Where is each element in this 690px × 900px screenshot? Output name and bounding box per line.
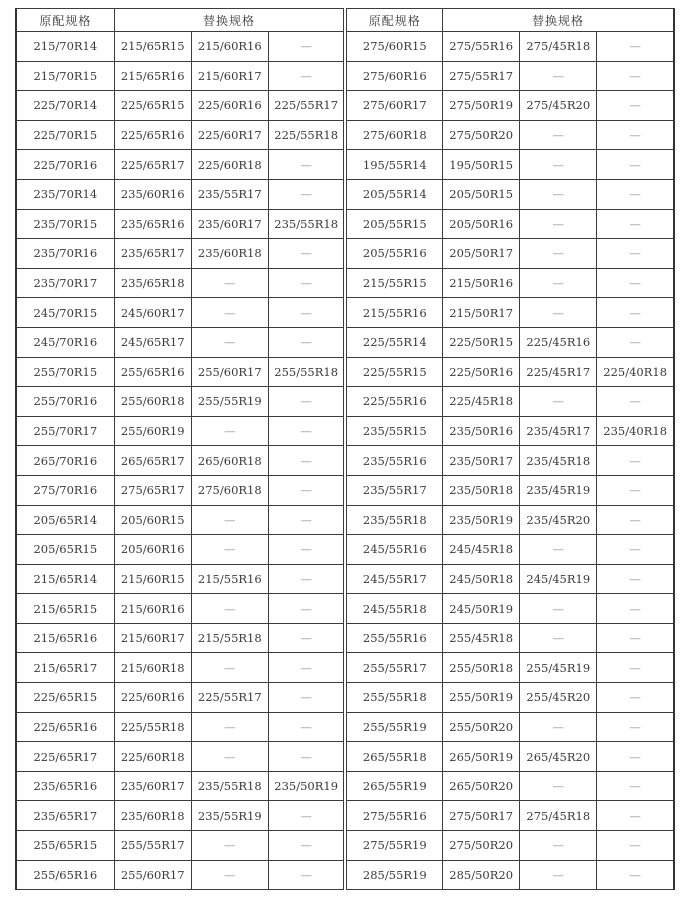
left-replacement-3-cell: — (268, 179, 345, 209)
right-replacement-2-cell: 255/45R20 (520, 683, 597, 713)
table-row (16, 120, 674, 150)
right-replacement-3-cell: — (597, 61, 674, 91)
header-right-replacement-spec: 替换规格 (443, 9, 674, 32)
right-replacement-1-cell: 275/50R20 (443, 120, 520, 150)
left-replacement-3-cell: 255/55R18 (268, 357, 345, 387)
right-replacement-3-cell: 235/40R18 (597, 416, 674, 446)
table-row (16, 623, 674, 653)
left-replacement-3-cell: — (268, 475, 345, 505)
left-replacement-2-cell: 235/55R17 (191, 179, 268, 209)
left-replacement-1-cell: 215/65R16 (114, 61, 191, 91)
right-replacement-3-cell: — (597, 239, 674, 269)
right-original-spec-cell: 255/55R18 (345, 683, 442, 713)
table-row (16, 594, 674, 624)
left-replacement-3-cell: 225/55R17 (268, 91, 345, 121)
right-replacement-1-cell: 195/50R15 (443, 150, 520, 180)
right-original-spec-cell: 215/55R15 (345, 268, 442, 298)
left-replacement-3-cell: — (268, 32, 345, 62)
right-replacement-2-cell: — (520, 860, 597, 890)
table-row (16, 416, 674, 446)
left-replacement-3-cell: — (268, 150, 345, 180)
left-original-spec-cell: 255/65R15 (16, 831, 114, 861)
right-original-spec-cell: 275/60R16 (345, 61, 442, 91)
left-replacement-1-cell: 235/60R16 (114, 179, 191, 209)
table-row (16, 91, 674, 121)
table-row (16, 831, 674, 861)
left-replacement-2-cell: 235/55R19 (191, 801, 268, 831)
left-replacement-3-cell: — (268, 416, 345, 446)
left-original-spec-cell: 235/70R14 (16, 179, 114, 209)
left-replacement-3-cell: — (268, 298, 345, 328)
left-replacement-1-cell: 225/65R17 (114, 150, 191, 180)
right-original-spec-cell: 255/55R16 (345, 623, 442, 653)
right-replacement-1-cell: 275/50R17 (443, 801, 520, 831)
right-replacement-1-cell: 275/55R16 (443, 32, 520, 62)
right-replacement-2-cell: — (520, 120, 597, 150)
right-replacement-1-cell: 265/50R19 (443, 742, 520, 772)
right-replacement-2-cell: — (520, 623, 597, 653)
left-replacement-1-cell: 235/60R17 (114, 771, 191, 801)
left-replacement-1-cell: 255/60R17 (114, 860, 191, 890)
left-replacement-1-cell: 225/60R16 (114, 683, 191, 713)
left-replacement-3-cell: — (268, 712, 345, 742)
right-original-spec-cell: 225/55R14 (345, 327, 442, 357)
right-replacement-2-cell: — (520, 298, 597, 328)
right-replacement-2-cell: 275/45R18 (520, 32, 597, 62)
right-replacement-2-cell: 235/45R18 (520, 446, 597, 476)
table-row (16, 475, 674, 505)
left-original-spec-cell: 215/65R14 (16, 564, 114, 594)
left-replacement-3-cell: — (268, 860, 345, 890)
right-replacement-2-cell: 275/45R18 (520, 801, 597, 831)
tire-size-replacement-table-container (15, 8, 675, 890)
left-replacement-1-cell: 255/55R17 (114, 831, 191, 861)
left-replacement-2-cell: 215/55R16 (191, 564, 268, 594)
right-replacement-2-cell: — (520, 712, 597, 742)
table-row (16, 535, 674, 565)
left-original-spec-cell: 225/65R16 (16, 712, 114, 742)
left-original-spec-cell: 235/70R15 (16, 209, 114, 239)
table-row (16, 801, 674, 831)
left-original-spec-cell: 235/70R17 (16, 268, 114, 298)
left-replacement-1-cell: 215/60R17 (114, 623, 191, 653)
right-replacement-3-cell: — (597, 91, 674, 121)
table-row (16, 150, 674, 180)
left-replacement-1-cell: 225/65R16 (114, 120, 191, 150)
left-replacement-1-cell: 215/60R18 (114, 653, 191, 683)
right-replacement-1-cell: 245/45R18 (443, 535, 520, 565)
header-right-original-spec: 原配规格 (345, 9, 442, 32)
left-replacement-3-cell: 235/50R19 (268, 771, 345, 801)
left-replacement-2-cell: 275/60R18 (191, 475, 268, 505)
left-replacement-3-cell: — (268, 239, 345, 269)
tire-size-replacement-table (15, 8, 675, 890)
right-replacement-3-cell: — (597, 327, 674, 357)
right-replacement-3-cell: — (597, 742, 674, 772)
right-original-spec-cell: 235/55R18 (345, 505, 442, 535)
right-replacement-3-cell: — (597, 446, 674, 476)
left-replacement-3-cell: 225/55R18 (268, 120, 345, 150)
table-row (16, 32, 674, 62)
right-replacement-3-cell: — (597, 387, 674, 417)
left-replacement-2-cell: — (191, 268, 268, 298)
left-replacement-2-cell: 215/60R16 (191, 32, 268, 62)
left-replacement-2-cell: 225/60R18 (191, 150, 268, 180)
left-replacement-2-cell: — (191, 653, 268, 683)
left-replacement-2-cell: — (191, 594, 268, 624)
right-original-spec-cell: 265/55R19 (345, 771, 442, 801)
left-replacement-2-cell: — (191, 416, 268, 446)
right-original-spec-cell: 255/55R19 (345, 712, 442, 742)
left-replacement-1-cell: 205/60R16 (114, 535, 191, 565)
right-original-spec-cell: 275/60R17 (345, 91, 442, 121)
right-replacement-1-cell: 225/50R16 (443, 357, 520, 387)
right-replacement-1-cell: 235/50R18 (443, 475, 520, 505)
right-replacement-3-cell: — (597, 298, 674, 328)
right-original-spec-cell: 215/55R16 (345, 298, 442, 328)
right-replacement-3-cell: — (597, 120, 674, 150)
right-original-spec-cell: 225/55R15 (345, 357, 442, 387)
table-row (16, 712, 674, 742)
right-replacement-1-cell: 245/50R18 (443, 564, 520, 594)
right-replacement-3-cell: — (597, 150, 674, 180)
table-row (16, 653, 674, 683)
right-replacement-1-cell: 275/55R17 (443, 61, 520, 91)
right-replacement-2-cell: 235/45R19 (520, 475, 597, 505)
table-row (16, 860, 674, 890)
table-row (16, 771, 674, 801)
right-replacement-1-cell: 235/50R16 (443, 416, 520, 446)
left-replacement-1-cell: 275/65R17 (114, 475, 191, 505)
right-replacement-2-cell: — (520, 268, 597, 298)
left-original-spec-cell: 235/65R16 (16, 771, 114, 801)
left-replacement-1-cell: 265/65R17 (114, 446, 191, 476)
left-replacement-2-cell: — (191, 860, 268, 890)
left-replacement-1-cell: 215/60R15 (114, 564, 191, 594)
right-replacement-3-cell: — (597, 475, 674, 505)
right-original-spec-cell: 245/55R18 (345, 594, 442, 624)
left-original-spec-cell: 245/70R15 (16, 298, 114, 328)
right-replacement-3-cell: — (597, 594, 674, 624)
table-row (16, 683, 674, 713)
right-original-spec-cell: 235/55R17 (345, 475, 442, 505)
left-original-spec-cell: 255/70R17 (16, 416, 114, 446)
right-replacement-1-cell: 245/50R19 (443, 594, 520, 624)
right-replacement-3-cell: — (597, 179, 674, 209)
left-original-spec-cell: 265/70R16 (16, 446, 114, 476)
right-replacement-1-cell: 275/50R20 (443, 831, 520, 861)
right-original-spec-cell: 275/60R15 (345, 32, 442, 62)
right-replacement-2-cell: — (520, 387, 597, 417)
left-replacement-2-cell: 255/55R19 (191, 387, 268, 417)
right-replacement-1-cell: 255/50R19 (443, 683, 520, 713)
left-replacement-3-cell: — (268, 268, 345, 298)
left-replacement-1-cell: 235/65R17 (114, 239, 191, 269)
left-replacement-2-cell: 225/60R16 (191, 91, 268, 121)
left-replacement-2-cell: 235/55R18 (191, 771, 268, 801)
left-replacement-2-cell: 265/60R18 (191, 446, 268, 476)
right-replacement-2-cell: 235/45R20 (520, 505, 597, 535)
right-replacement-3-cell: — (597, 623, 674, 653)
right-replacement-3-cell: — (597, 564, 674, 594)
left-replacement-2-cell: — (191, 535, 268, 565)
table-row (16, 268, 674, 298)
left-original-spec-cell: 215/65R15 (16, 594, 114, 624)
left-original-spec-cell: 225/65R15 (16, 683, 114, 713)
left-replacement-2-cell: — (191, 712, 268, 742)
left-original-spec-cell: 225/70R15 (16, 120, 114, 150)
right-original-spec-cell: 205/55R14 (345, 179, 442, 209)
table-row (16, 357, 674, 387)
right-original-spec-cell: 275/55R16 (345, 801, 442, 831)
right-replacement-1-cell: 255/45R18 (443, 623, 520, 653)
left-replacement-3-cell: — (268, 742, 345, 772)
table-row (16, 209, 674, 239)
right-replacement-2-cell: — (520, 831, 597, 861)
right-replacement-2-cell: — (520, 61, 597, 91)
right-replacement-2-cell: — (520, 150, 597, 180)
left-replacement-3-cell: — (268, 653, 345, 683)
left-replacement-1-cell: 245/65R17 (114, 327, 191, 357)
left-replacement-1-cell: 225/65R15 (114, 91, 191, 121)
left-replacement-1-cell: 235/60R18 (114, 801, 191, 831)
table-row (16, 327, 674, 357)
left-original-spec-cell: 205/65R15 (16, 535, 114, 565)
table-row (16, 239, 674, 269)
right-replacement-3-cell: 225/40R18 (597, 357, 674, 387)
right-original-spec-cell: 275/55R19 (345, 831, 442, 861)
left-original-spec-cell: 225/70R16 (16, 150, 114, 180)
table-row (16, 298, 674, 328)
right-replacement-3-cell: — (597, 712, 674, 742)
left-replacement-1-cell: 255/60R19 (114, 416, 191, 446)
right-replacement-2-cell: 225/45R17 (520, 357, 597, 387)
right-original-spec-cell: 235/55R16 (345, 446, 442, 476)
table-row (16, 61, 674, 91)
table-row (16, 387, 674, 417)
right-original-spec-cell: 245/55R17 (345, 564, 442, 594)
right-replacement-2-cell: 265/45R20 (520, 742, 597, 772)
left-replacement-3-cell: — (268, 623, 345, 653)
left-replacement-2-cell: 225/60R17 (191, 120, 268, 150)
left-replacement-3-cell: — (268, 387, 345, 417)
right-replacement-2-cell: 225/45R16 (520, 327, 597, 357)
right-replacement-3-cell: — (597, 831, 674, 861)
table-row (16, 446, 674, 476)
right-original-spec-cell: 225/55R16 (345, 387, 442, 417)
right-replacement-2-cell: 235/45R17 (520, 416, 597, 446)
left-replacement-2-cell: 225/55R17 (191, 683, 268, 713)
right-original-spec-cell: 205/55R15 (345, 209, 442, 239)
right-replacement-1-cell: 215/50R17 (443, 298, 520, 328)
right-original-spec-cell: 275/60R18 (345, 120, 442, 150)
left-original-spec-cell: 245/70R16 (16, 327, 114, 357)
left-original-spec-cell: 225/65R17 (16, 742, 114, 772)
right-original-spec-cell: 285/55R19 (345, 860, 442, 890)
left-replacement-1-cell: 215/60R16 (114, 594, 191, 624)
right-replacement-2-cell: 245/45R19 (520, 564, 597, 594)
table-row (16, 564, 674, 594)
left-replacement-3-cell: — (268, 683, 345, 713)
table-row (16, 505, 674, 535)
left-replacement-3-cell: — (268, 535, 345, 565)
right-replacement-3-cell: — (597, 209, 674, 239)
left-replacement-2-cell: 235/60R18 (191, 239, 268, 269)
left-replacement-1-cell: 225/55R18 (114, 712, 191, 742)
table-row (16, 742, 674, 772)
left-replacement-3-cell: — (268, 831, 345, 861)
right-replacement-1-cell: 225/50R15 (443, 327, 520, 357)
right-replacement-2-cell: — (520, 535, 597, 565)
right-replacement-3-cell: — (597, 860, 674, 890)
right-replacement-1-cell: 215/50R16 (443, 268, 520, 298)
right-original-spec-cell: 245/55R16 (345, 535, 442, 565)
left-original-spec-cell: 215/65R16 (16, 623, 114, 653)
right-original-spec-cell: 195/55R14 (345, 150, 442, 180)
left-replacement-2-cell: — (191, 505, 268, 535)
left-replacement-1-cell: 215/65R15 (114, 32, 191, 62)
right-replacement-1-cell: 255/50R18 (443, 653, 520, 683)
right-replacement-1-cell: 205/50R16 (443, 209, 520, 239)
left-replacement-1-cell: 245/60R17 (114, 298, 191, 328)
left-replacement-3-cell: — (268, 446, 345, 476)
right-replacement-1-cell: 235/50R17 (443, 446, 520, 476)
left-replacement-2-cell: 215/55R18 (191, 623, 268, 653)
right-replacement-3-cell: — (597, 535, 674, 565)
right-original-spec-cell: 235/55R15 (345, 416, 442, 446)
right-replacement-1-cell: 205/50R17 (443, 239, 520, 269)
left-replacement-2-cell: 215/60R17 (191, 61, 268, 91)
left-replacement-3-cell: — (268, 61, 345, 91)
table-row (16, 179, 674, 209)
left-original-spec-cell: 215/70R15 (16, 61, 114, 91)
right-replacement-2-cell: 255/45R19 (520, 653, 597, 683)
right-replacement-1-cell: 235/50R19 (443, 505, 520, 535)
right-replacement-3-cell: — (597, 268, 674, 298)
left-replacement-1-cell: 225/60R18 (114, 742, 191, 772)
right-replacement-2-cell: — (520, 594, 597, 624)
right-replacement-3-cell: — (597, 653, 674, 683)
left-original-spec-cell: 235/70R16 (16, 239, 114, 269)
left-original-spec-cell: 275/70R16 (16, 475, 114, 505)
right-replacement-1-cell: 255/50R20 (443, 712, 520, 742)
left-original-spec-cell: 225/70R14 (16, 91, 114, 121)
left-replacement-1-cell: 235/65R18 (114, 268, 191, 298)
right-original-spec-cell: 265/55R18 (345, 742, 442, 772)
left-replacement-2-cell: — (191, 327, 268, 357)
right-replacement-2-cell: 275/45R20 (520, 91, 597, 121)
left-replacement-2-cell: 255/60R17 (191, 357, 268, 387)
right-original-spec-cell: 255/55R17 (345, 653, 442, 683)
left-replacement-2-cell: — (191, 298, 268, 328)
left-original-spec-cell: 205/65R14 (16, 505, 114, 535)
right-replacement-2-cell: — (520, 209, 597, 239)
left-original-spec-cell: 255/70R16 (16, 387, 114, 417)
right-replacement-1-cell: 285/50R20 (443, 860, 520, 890)
right-replacement-3-cell: — (597, 801, 674, 831)
left-replacement-3-cell: — (268, 801, 345, 831)
left-replacement-2-cell: 235/60R17 (191, 209, 268, 239)
left-replacement-1-cell: 205/60R15 (114, 505, 191, 535)
left-replacement-3-cell: — (268, 505, 345, 535)
left-original-spec-cell: 215/65R17 (16, 653, 114, 683)
left-original-spec-cell: 255/70R15 (16, 357, 114, 387)
left-original-spec-cell: 235/65R17 (16, 801, 114, 831)
right-replacement-3-cell: — (597, 771, 674, 801)
right-replacement-1-cell: 225/45R18 (443, 387, 520, 417)
left-replacement-3-cell: 235/55R18 (268, 209, 345, 239)
left-replacement-1-cell: 235/65R16 (114, 209, 191, 239)
right-replacement-1-cell: 275/50R19 (443, 91, 520, 121)
table-body (16, 32, 674, 890)
right-replacement-2-cell: — (520, 179, 597, 209)
right-replacement-2-cell: — (520, 771, 597, 801)
left-replacement-1-cell: 255/65R16 (114, 357, 191, 387)
left-replacement-3-cell: — (268, 594, 345, 624)
right-replacement-3-cell: — (597, 505, 674, 535)
right-replacement-3-cell: — (597, 683, 674, 713)
header-left-original-spec: 原配规格 (16, 9, 114, 32)
left-original-spec-cell: 255/65R16 (16, 860, 114, 890)
left-replacement-3-cell: — (268, 327, 345, 357)
left-original-spec-cell: 215/70R14 (16, 32, 114, 62)
right-original-spec-cell: 205/55R16 (345, 239, 442, 269)
left-replacement-2-cell: — (191, 831, 268, 861)
left-replacement-2-cell: — (191, 742, 268, 772)
right-replacement-2-cell: — (520, 239, 597, 269)
left-replacement-1-cell: 255/60R18 (114, 387, 191, 417)
right-replacement-1-cell: 205/50R15 (443, 179, 520, 209)
right-replacement-1-cell: 265/50R20 (443, 771, 520, 801)
left-replacement-3-cell: — (268, 564, 345, 594)
right-replacement-3-cell: — (597, 32, 674, 62)
header-row (16, 9, 674, 32)
header-left-replacement-spec: 替换规格 (114, 9, 345, 32)
